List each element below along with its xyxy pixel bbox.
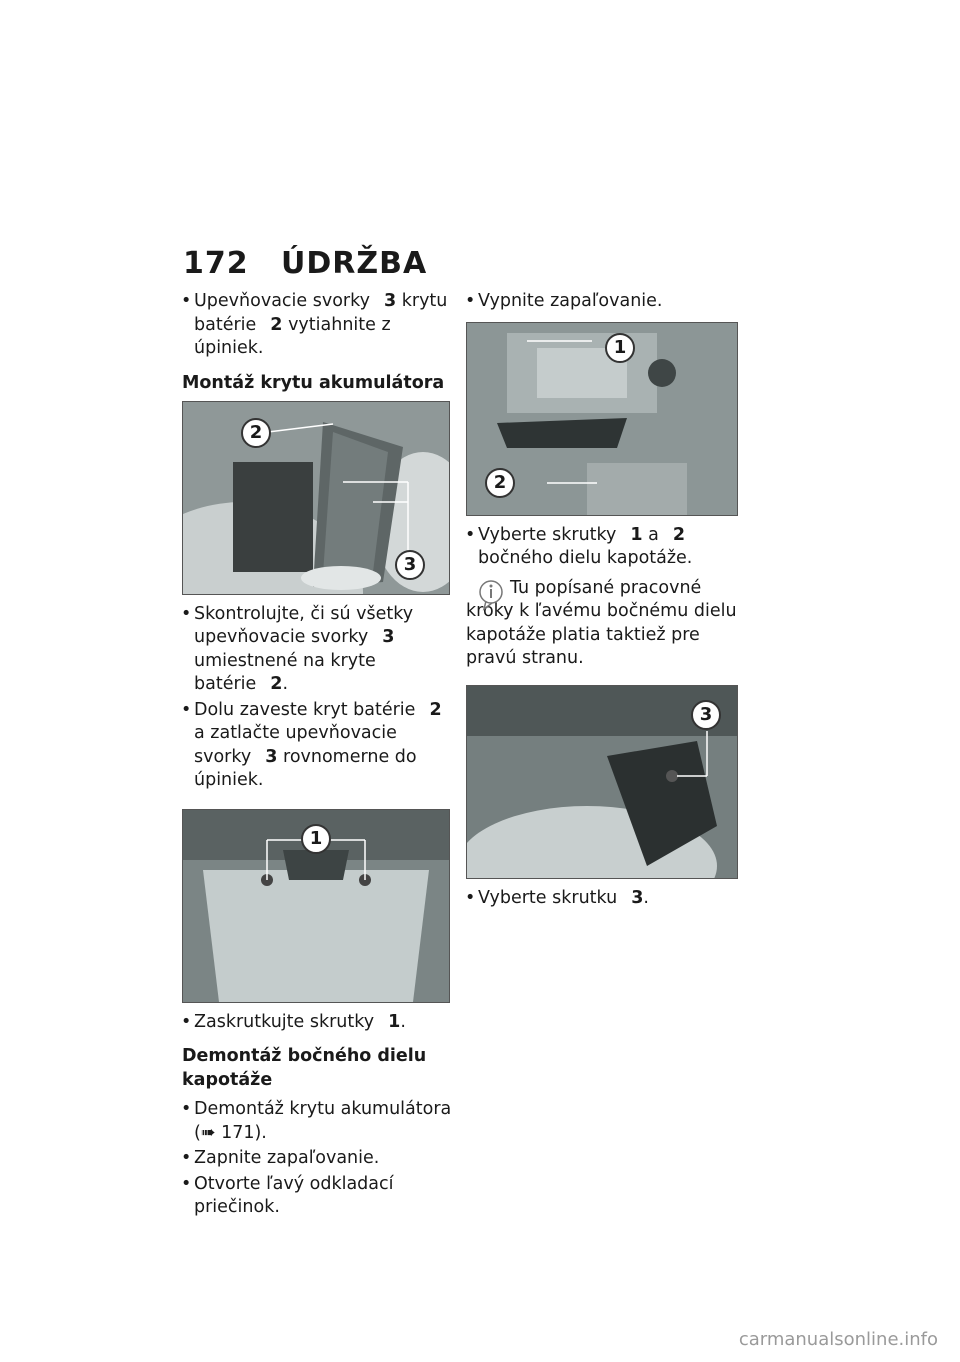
figure-callout: 2 [485, 468, 515, 498]
section-title: ÚDRŽBA [281, 246, 428, 281]
figure-storage-compartment [466, 322, 738, 516]
arrow-right-icon: ➠ [200, 1122, 216, 1143]
figure-battery-cover [182, 401, 450, 595]
info-note [466, 577, 741, 671]
list-item: • Zapnite zapaľovanie. [182, 1147, 457, 1171]
list-item: • Upevňovacie svorky 3 krytu batérie 2 vytiahnite z úpiniek. [182, 290, 457, 361]
figure-callout: 3 [691, 700, 721, 730]
section-heading: Demontáž bočného dielu kapotáže [182, 1046, 427, 1090]
list-item: • Vyberte skrutku 3. [466, 887, 741, 911]
list-item: • Vypnite zapaľovanie. [466, 290, 741, 314]
figure-callout: 1 [605, 333, 635, 363]
left-column [182, 290, 457, 1222]
watermark: carmanualsonline.info [738, 1329, 938, 1350]
info-text: Tu popísané pracovné kroky k ľavému bočnému dielu kapotáže platia taktiež pre pravú stranu. [466, 577, 737, 668]
figure-callout: 3 [395, 550, 425, 580]
figure-front-panel [182, 809, 450, 1003]
figure-callout: 2 [241, 418, 271, 448]
list-item: • Dolu zaveste kryt batérie 2 a zatlačte upevňovacie svorky 3 rovnomerne do úpiniek. [182, 699, 457, 793]
page-number: 172 [183, 246, 249, 281]
list-item: • Vyberte skrutky 1 a 2 bočného dielu kapotáže. [466, 524, 741, 571]
list-item: • Demontáž krytu akumulátora (➠ 171). [182, 1098, 457, 1145]
figure-side-panel [466, 685, 738, 879]
figure-callout: 1 [301, 824, 331, 854]
info-icon [478, 579, 504, 611]
right-column [466, 290, 741, 912]
list-item: • Otvorte ľavý odkladací priečinok. [182, 1173, 457, 1220]
list-item: • Zaskrutkujte skrutky 1. [182, 1011, 457, 1035]
list-item: • Skontrolujte, či sú všetky upevňovacie svorky 3 umiestnené na kryte batérie 2. [182, 603, 457, 697]
section-heading: Montáž krytu akumulátora [182, 372, 445, 393]
